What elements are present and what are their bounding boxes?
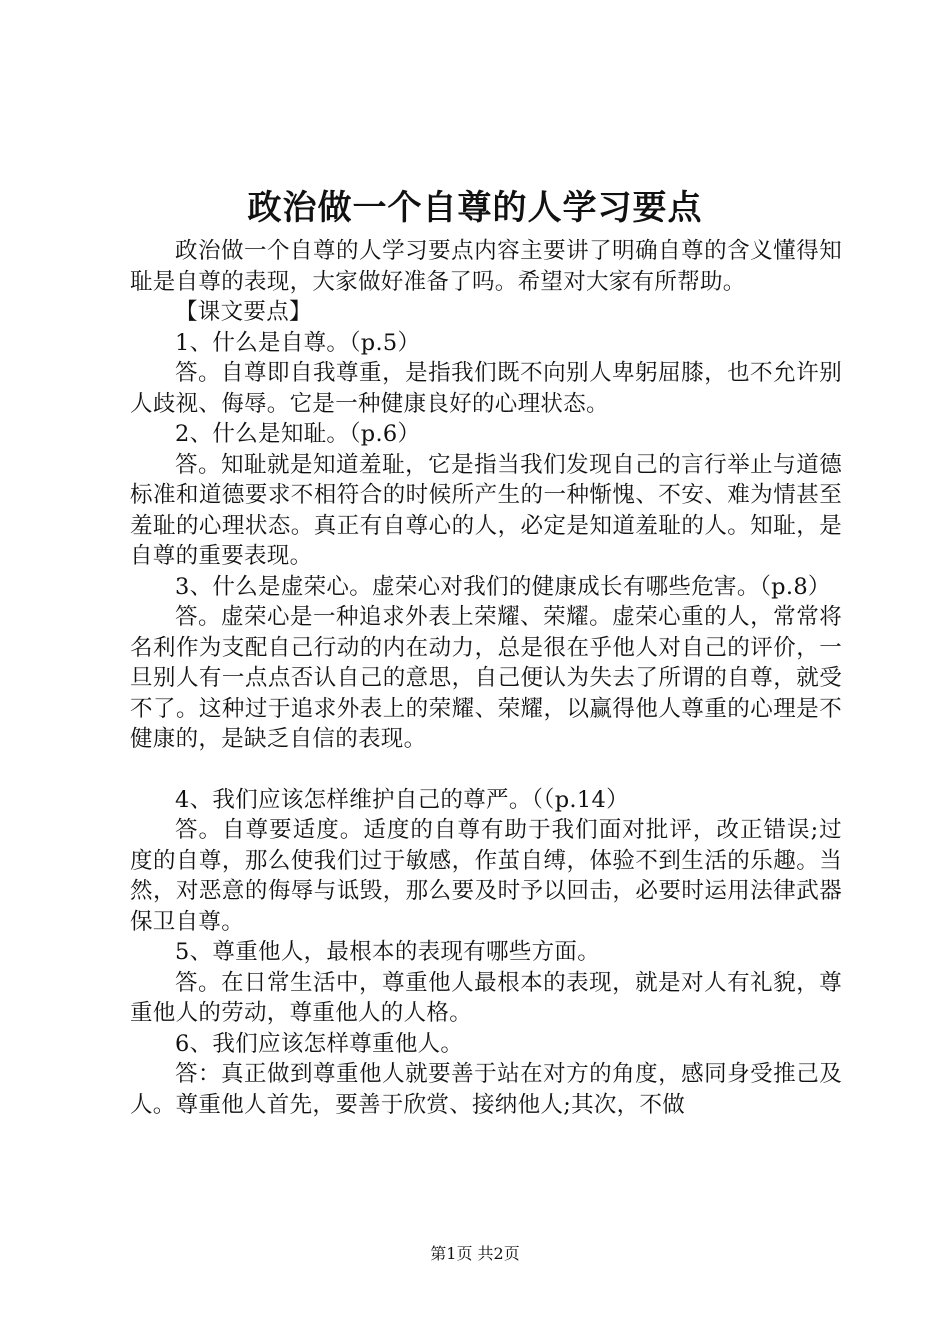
- page-footer: 第1页 共2页: [430, 1244, 520, 1263]
- section-heading: 【课文要点】: [175, 299, 312, 325]
- answer-2: 答。知耻就是知道羞耻，它是指当我们发现自己的言行举止与道德标准和道德要求不相符合的时候所产生的一种惭愧、不安、难为情甚至羞耻的心理状态。真正有自尊心的人，必定是知道羞耻的人。知耻，是自尊的重要表现。: [130, 451, 842, 569]
- document-body: [130, 236, 842, 1120]
- answer-4: 答。自尊要适度。适度的自尊有助于我们面对批评，改正错误;过度的自尊，那么使我们过于敏感，作茧自缚，体验不到生活的乐趣。当然，对恶意的侮辱与诋毁，那么要及时予以回击，必要时运用法律武器保卫自尊。: [130, 817, 842, 935]
- question-5: 5、尊重他人，最根本的表现有哪些方面。: [175, 939, 601, 965]
- document-title: 政治做一个自尊的人学习要点: [247, 188, 703, 228]
- question-4: 4、我们应该怎样维护自己的尊严。（（p.14）: [175, 786, 629, 813]
- question-6: 6、我们应该怎样尊重他人。: [175, 1030, 464, 1057]
- question-3: 3、什么是虚荣心。虚荣心对我们的健康成长有哪些危害。（p.8）: [175, 573, 831, 600]
- intro-paragraph: 政治做一个自尊的人学习要点内容主要讲了明确自尊的含义懂得知耻是自尊的表现，大家做好准备了吗。希望对大家有所帮助。: [130, 238, 842, 295]
- question-2: 2、什么是知耻。（p.6）: [175, 421, 421, 447]
- answer-6: 答：真正做到尊重他人就要善于站在对方的角度，感同身受推己及人。尊重他人首先，要善于欣赏、接纳他人;其次，不做: [130, 1061, 842, 1118]
- answer-3: 答。虚荣心是一种追求外表上荣耀、荣耀。虚荣心重的人，常常将名利作为支配自己行动的内在动力，总是很在乎他人对自己的评价，一旦别人有一点点否认自己的意思，自己便认为失去了所谓的自尊，就受不了。这种过于追求外表上的荣耀、荣耀，以赢得他人尊重的心理是不健康的，是缺乏自信的表现。: [130, 604, 842, 752]
- answer-5: 答。在日常生活中，尊重他人最根本的表现，就是对人有礼貌，尊重他人的劳动，尊重他人的人格。: [130, 969, 842, 1026]
- answer-1: 答。自尊即自我尊重，是指我们既不向别人卑躬屈膝，也不允许别人歧视、侮辱。它是一种健康良好的心理状态。: [130, 360, 842, 417]
- question-1: 1、什么是自尊。（p.5）: [175, 329, 421, 356]
